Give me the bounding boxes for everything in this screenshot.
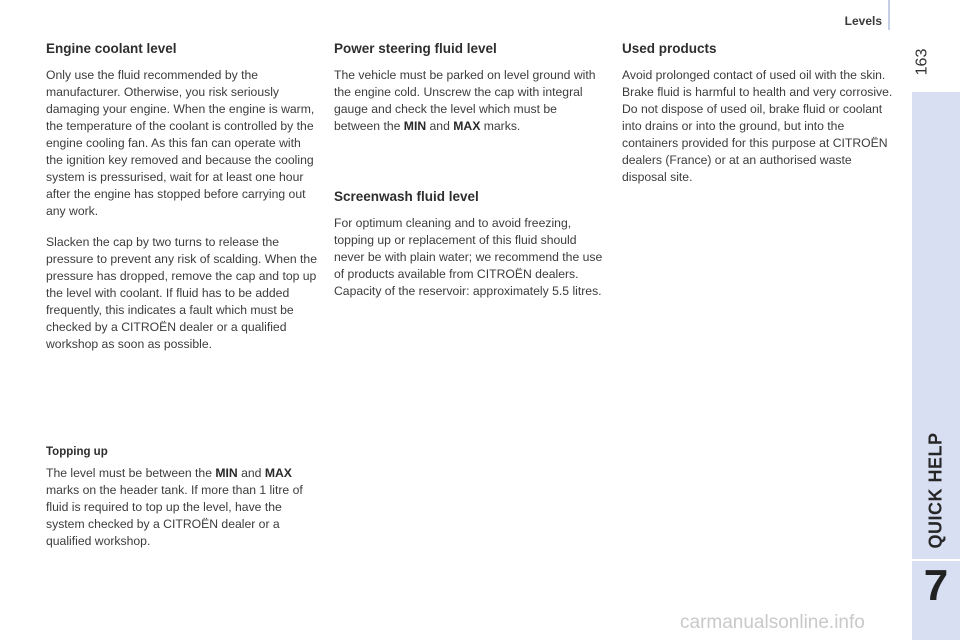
- screenwash-paragraph-2: Capacity of the reservoir: approximately 5.5 litres.: [334, 284, 602, 298]
- power-steering-heading: Power steering fluid level: [334, 41, 497, 56]
- chapter-number: 7: [923, 561, 949, 610]
- screenwash-section: [334, 189, 606, 300]
- chapter-tab-label-text: QUICK HELP: [925, 431, 946, 549]
- chapter-tab-label: [916, 420, 956, 560]
- topping-up-paragraph: [46, 465, 318, 550]
- engine-coolant-heading: Engine coolant level: [46, 41, 177, 56]
- min-mark: MIN: [403, 119, 427, 133]
- watermark: carmanualsonline.info: [680, 612, 865, 633]
- max-mark: MAX: [453, 119, 481, 133]
- section-title: Levels: [844, 14, 882, 28]
- page-number: [912, 40, 932, 84]
- engine-coolant-paragraph-2: Slacken the cap by two turns to release the pressure to prevent any risk of scalding. When the pressure has dropped, remove the cap and top up the level with coolant. If fluid has to be added frequently, this indicates a fault which must be checked by a CITROËN dealer or a qualified workshop as soon as possible.: [46, 235, 317, 351]
- screenwash-paragraph-1: For optimum cleaning and to avoid freezing, topping up or replacement of this fluid should never be with plain water; we recommend the use of products available from CITROËN dealers.: [334, 216, 603, 281]
- header-divider: [888, 0, 890, 30]
- topping-up-text-1: The level must be between the: [46, 466, 216, 480]
- topping-up-heading: Topping up: [46, 446, 108, 458]
- min-mark: MIN: [215, 466, 238, 480]
- used-products-heading: Used products: [622, 41, 717, 56]
- used-products-paragraph-1: Avoid prolonged contact of used oil with the skin.: [622, 68, 886, 82]
- used-products-paragraph-2: Brake fluid is harmful to health and very corrosive.: [622, 85, 893, 99]
- topping-up-section: [46, 446, 318, 550]
- power-steering-text-2: and: [426, 119, 454, 133]
- middle-column: [334, 41, 606, 298]
- used-products-section: [622, 41, 894, 186]
- topping-up-text-2: and: [237, 466, 265, 480]
- engine-coolant-paragraph-1: Only use the fluid recommended by the manufacturer. Otherwise, you risk seriously damaging your engine. When the engine is warm, the temperature of the coolant is controlled by the engine cooling fan. As this fan can operate with the ignition key removed and because the cooling system is pressurised, wait for at least one hour after the engine has stopped before carrying out any work.: [46, 68, 315, 218]
- screenwash-heading: Screenwash fluid level: [334, 189, 479, 204]
- page-number-text: 163: [913, 48, 931, 76]
- max-mark: MAX: [264, 466, 292, 480]
- power-steering-text-1: The vehicle must be parked on level ground with the engine cold. Unscrew the cap with integral gauge and check the level which must be between the: [334, 68, 596, 133]
- used-products-paragraph-3: Do not dispose of used oil, brake fluid or coolant into drains or into the ground, but into the containers provided for this purpose at CITROËN dealers (France) or at an authorised waste disposal site.: [622, 102, 888, 184]
- power-steering-paragraph: [334, 67, 606, 135]
- power-steering-text-3: marks.: [480, 119, 521, 133]
- power-steering-section: [334, 41, 606, 135]
- topping-up-text-3: marks on the header tank. If more than 1 litre of fluid is required to top up the level, have the system checked by a CITROËN dealer or a qualified workshop.: [46, 483, 303, 548]
- engine-coolant-section: [46, 41, 318, 548]
